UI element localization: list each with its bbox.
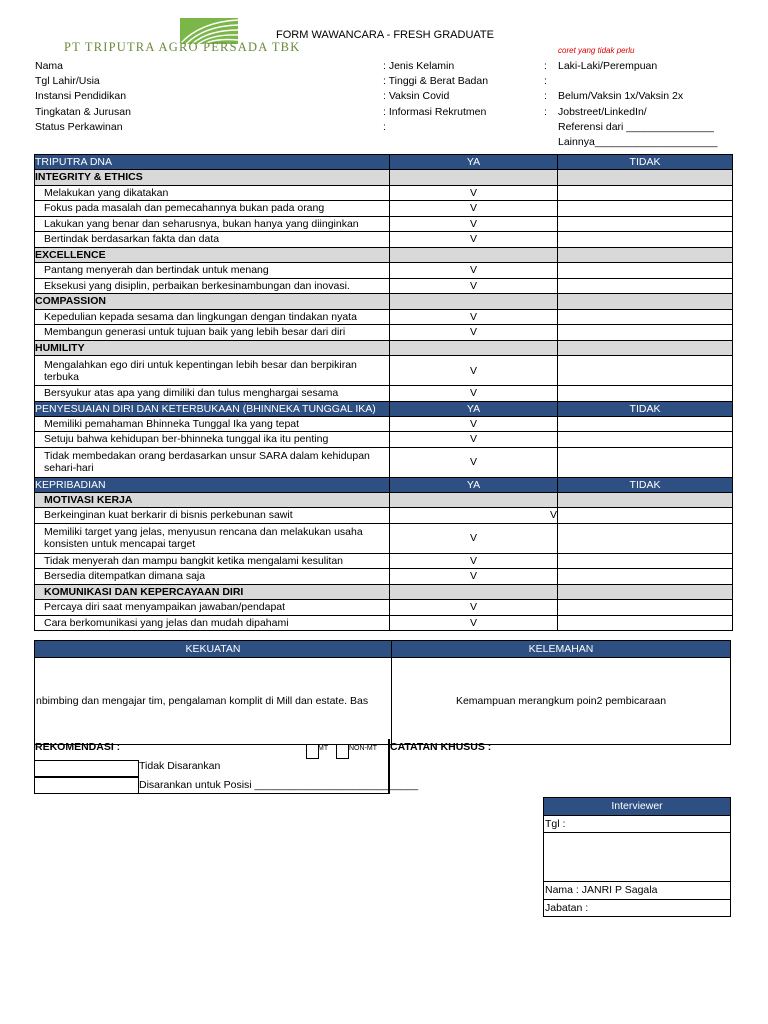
tidak-cell[interactable] [558, 201, 733, 217]
kekuatan-header: KEKUATAN [35, 641, 392, 658]
ya-column-header: YA [390, 401, 558, 416]
table-row [35, 185, 733, 201]
tidak-cell[interactable] [558, 309, 733, 325]
tidak-cell[interactable] [558, 447, 733, 477]
tidak-column-header: TIDAK [558, 477, 733, 492]
item-text: Percaya diri saat menyampaikan jawaban/pendapat [35, 600, 390, 616]
recommendation-label: REKOMENDASI : [35, 741, 121, 753]
tidak-cell[interactable] [558, 278, 733, 294]
interviewer-table [543, 797, 731, 917]
table-row [35, 569, 733, 585]
tidak-cell[interactable] [558, 325, 733, 341]
section-title: KEPRIBADIAN [35, 477, 390, 492]
table-row [35, 232, 733, 248]
table-row [35, 386, 733, 402]
item-text: Tidak menyerah dan mampu bangkit ketika mengalami kesulitan [35, 553, 390, 569]
tidak-cell[interactable] [558, 432, 733, 448]
section-header [35, 155, 733, 170]
info-label-instansi: Instansi Pendidikan [35, 90, 127, 102]
ya-cell[interactable]: V [390, 185, 558, 201]
ya-cell[interactable]: V [390, 263, 558, 279]
subcategory-label: MOTIVASI KERJA [35, 492, 390, 508]
info-value-referensi: Referensi dari _______________ [558, 121, 714, 133]
disarankan-checkbox[interactable] [34, 777, 139, 794]
tidak-cell[interactable] [558, 263, 733, 279]
section-title: PENYESUAIAN DIRI DAN KETERBUKAAN (BHINNEKA TUNGGAL IKA) [35, 401, 390, 416]
kekuatan-text[interactable]: nbimbing dan mengajar tim, pengalaman komplit di Mill dan estate. Bas [35, 658, 392, 745]
ya-cell[interactable]: V [390, 615, 558, 631]
item-text: Memiliki pemahaman Bhinneka Tunggal Ika yang tepat [35, 416, 390, 432]
ya-cell[interactable]: V [390, 523, 558, 553]
info-label-tgl-lahir: Tgl Lahir/Usia [35, 75, 100, 87]
company-name: PT TRIPUTRA AGRO PERSADA TBK [64, 40, 301, 54]
ya-cell[interactable]: V [390, 416, 558, 432]
catatan-label: CATATAN KHUSUS : [390, 741, 492, 753]
item-text: Eksekusi yang disiplin, perbaikan berkesinambungan dan inovasi. [35, 278, 390, 294]
ya-cell[interactable]: V [390, 553, 558, 569]
section-header [35, 477, 733, 492]
item-text: Cara berkomunikasi yang jelas dan mudah dipahami [35, 615, 390, 631]
table-row [35, 416, 733, 432]
kelemahan-header: KELEMAHAN [392, 641, 731, 658]
strengths-weaknesses-table [34, 640, 731, 745]
ya-cell[interactable]: V [390, 309, 558, 325]
ya-cell[interactable]: V [390, 508, 558, 524]
subcategory-label: KOMUNIKASI DAN KEPERCAYAAN DIRI [35, 584, 390, 600]
category-label: INTEGRITY & ETHICS [35, 170, 390, 186]
table-row [35, 263, 733, 279]
info-value-vaksin: Belum/Vaksin 1x/Vaksin 2x [558, 90, 684, 102]
item-text: Bersedia ditempatkan dimana saja [35, 569, 390, 585]
ya-column-header: YA [390, 155, 558, 170]
table-row [35, 600, 733, 616]
table-row [35, 278, 733, 294]
tidak-cell[interactable] [558, 232, 733, 248]
info-label-informasi: : Informasi Rekrutmen [383, 106, 487, 118]
ya-cell[interactable]: V [390, 386, 558, 402]
info-colon: : [544, 75, 547, 87]
tidak-cell[interactable] [558, 386, 733, 402]
nonmt-checkbox[interactable] [336, 744, 349, 759]
tidak-cell[interactable] [558, 600, 733, 616]
interviewer-jabatan[interactable]: Jabatan : [544, 899, 731, 917]
tidak-cell[interactable] [558, 416, 733, 432]
ya-cell[interactable]: V [390, 232, 558, 248]
tidak-cell[interactable] [558, 553, 733, 569]
info-label-nama: Nama [35, 60, 64, 72]
mt-label: MT [318, 745, 329, 752]
info-colon: : [544, 90, 547, 102]
info-label-tingkatan: Tingkatan & Jurusan [35, 106, 131, 118]
tidak-cell[interactable] [558, 216, 733, 232]
ya-cell[interactable]: V [390, 278, 558, 294]
info-value-jobstreet: Jobstreet/LinkedIn/ [558, 106, 647, 118]
nonmt-label: NON-MT [349, 745, 377, 752]
tidak-cell[interactable] [558, 523, 733, 553]
item-text: Melakukan yang dikatakan [35, 185, 390, 201]
ya-cell[interactable]: V [390, 432, 558, 448]
category-label: COMPASSION [35, 294, 390, 310]
table-row [35, 508, 733, 524]
item-text: Berkeinginan kuat berkarir di bisnis perkebunan sawit [35, 508, 390, 524]
item-text: Membangun generasi untuk tujuan baik yang lebih besar dari diri [35, 325, 390, 341]
category-label: EXCELLENCE [35, 247, 390, 263]
ya-cell[interactable]: V [390, 569, 558, 585]
interviewer-tgl[interactable]: Tgl : [544, 815, 731, 833]
tidak-disarankan-checkbox[interactable] [34, 760, 139, 777]
info-label-blank: : [383, 121, 386, 133]
tidak-column-header: TIDAK [558, 401, 733, 416]
table-row [35, 553, 733, 569]
interviewer-header: Interviewer [544, 798, 731, 816]
form-title: FORM WAWANCARA - FRESH GRADUATE [276, 29, 494, 41]
strike-note: coret yang tidak perlu [558, 46, 635, 55]
ya-cell[interactable]: V [390, 447, 558, 477]
table-row [35, 615, 733, 631]
kelemahan-text[interactable]: Kemampuan merangkum poin2 pembicaraan [392, 658, 731, 745]
item-text: Lakukan yang benar dan seharusnya, bukan hanya yang diinginkan [35, 216, 390, 232]
info-value-lainnya: Lainnya_____________________ [558, 136, 718, 148]
table-row [35, 309, 733, 325]
info-colon: : [544, 60, 547, 72]
info-label-status: Status Perkawinan [35, 121, 123, 133]
tidak-cell[interactable] [558, 615, 733, 631]
item-text: Bersyukur atas apa yang dimiliki dan tulus menghargai sesama [35, 386, 390, 402]
table-row [35, 356, 733, 386]
interviewer-nama[interactable]: Nama : JANRI P Sagala [544, 882, 731, 900]
table-row [35, 325, 733, 341]
ya-cell[interactable]: V [390, 201, 558, 217]
ya-cell[interactable]: V [390, 600, 558, 616]
ya-cell[interactable]: V [390, 325, 558, 341]
interviewer-signature[interactable] [544, 833, 731, 882]
item-text: Mengalahkan ego diri untuk kepentingan lebih besar dan berpikiran terbuka [35, 356, 390, 386]
tidak-column-header: TIDAK [558, 155, 733, 170]
table-row [35, 432, 733, 448]
item-text: Fokus pada masalah dan pemecahannya bukan pada orang [35, 201, 390, 217]
table-row [35, 523, 733, 553]
info-label-vaksin: : Vaksin Covid [383, 90, 450, 102]
section-title: TRIPUTRA DNA [35, 155, 390, 170]
tidak-cell[interactable] [558, 569, 733, 585]
tidak-disarankan-label: Tidak Disarankan [139, 760, 221, 772]
ya-cell[interactable]: V [390, 216, 558, 232]
assessment-table [34, 154, 733, 631]
item-text: Kepedulian kepada sesama dan lingkungan dengan tindakan nyata [35, 309, 390, 325]
info-colon: : [544, 106, 547, 118]
table-row [35, 201, 733, 217]
info-label-tinggi-berat: : Tinggi & Berat Badan [383, 75, 489, 87]
tidak-cell[interactable] [558, 185, 733, 201]
info-value-gender: Laki-Laki/Perempuan [558, 60, 658, 72]
section-header [35, 401, 733, 416]
item-text: Memiliki target yang jelas, menyusun rencana dan melakukan usaha konsisten untuk mencapai target [35, 523, 390, 553]
info-label-jenis-kelamin: : Jenis Kelamin [383, 60, 455, 72]
disarankan-label: Disarankan untuk Posisi ____________________________ [139, 779, 419, 791]
table-row [35, 447, 733, 477]
ya-column-header: YA [390, 477, 558, 492]
tidak-cell[interactable] [558, 356, 733, 386]
ya-cell[interactable]: V [390, 356, 558, 386]
item-text: Tidak membedakan orang berdasarkan unsur SARA dalam kehidupan sehari-hari [35, 447, 390, 477]
item-text: Setuju bahwa kehidupan ber-bhinneka tunggal ika itu penting [35, 432, 390, 448]
category-label: HUMILITY [35, 340, 390, 356]
item-text: Bertindak berdasarkan fakta dan data [35, 232, 390, 248]
tidak-cell[interactable] [558, 508, 733, 524]
item-text: Pantang menyerah dan bertindak untuk menang [35, 263, 390, 279]
table-row [35, 216, 733, 232]
